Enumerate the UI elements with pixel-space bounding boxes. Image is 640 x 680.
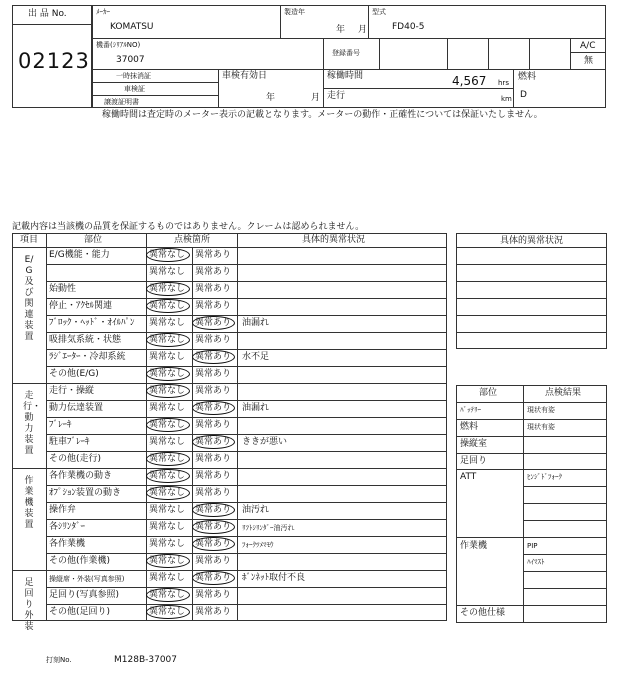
group-rule — [12, 468, 447, 469]
row-part: その他(走行) — [49, 454, 102, 464]
row-detail: 水不足 — [242, 352, 270, 362]
normal-option: 異常なし — [149, 573, 186, 583]
table-header-rule — [12, 247, 447, 248]
abnormal-circle-mark — [192, 520, 235, 534]
normal-option: 異常なし — [149, 250, 186, 260]
table-col-rule — [46, 233, 47, 621]
row-part: その他(E/G) — [49, 369, 99, 379]
month-unit: 月 — [358, 25, 368, 35]
row-part: 操縦席・外装(写真参照) — [49, 575, 125, 583]
year-label: 製造年 — [284, 8, 305, 16]
hours-value: 4,567 — [452, 74, 487, 88]
normal-option: 異常なし — [149, 437, 186, 447]
serial-value: 37007 — [116, 55, 145, 65]
vehicle-cert-label: 車検証 — [124, 85, 145, 93]
col-item-header: 項目 — [20, 235, 39, 245]
normal-circle-mark — [146, 469, 190, 483]
abnormal-option: 異常あり — [195, 335, 232, 345]
fuel-result-value: 現状有姿 — [527, 423, 555, 431]
group-label: 足回り外装 — [24, 578, 34, 632]
abnormal-circle-mark — [192, 571, 235, 585]
normal-circle-mark — [146, 299, 190, 313]
row-rule — [46, 604, 447, 605]
row-part: 吸排気系統・状態 — [49, 335, 122, 345]
row-rule — [46, 519, 447, 520]
row-part: ｵﾌﾟｼｮﾝ装置の動き — [49, 488, 122, 498]
lot-label: 出 品 No. — [28, 9, 67, 19]
col-part-header: 部位 — [84, 235, 103, 245]
normal-option: 異常なし — [149, 267, 186, 277]
col-detail-header: 具体的異常状況 — [302, 235, 366, 245]
row-rule — [46, 366, 447, 367]
abnormal-option: 異常あり — [195, 522, 232, 532]
normal-option: 異常なし — [149, 522, 186, 532]
abnormal-option: 異常あり — [195, 454, 232, 464]
abnormal-circle-mark — [192, 350, 235, 364]
row-detail: 油汚れ — [242, 505, 270, 515]
abnormal-option: 異常あり — [195, 420, 232, 430]
ac-label: A/C — [580, 41, 596, 51]
km-unit: km — [501, 95, 512, 103]
lot-number: 02123 — [18, 49, 90, 73]
temp-cert-label: 一時抹消証 — [116, 72, 151, 80]
normal-circle-mark — [146, 486, 190, 500]
reg-label: 登録番号 — [332, 49, 360, 57]
abnormal-option: 異常あり — [195, 573, 232, 583]
abnormal-option: 異常あり — [195, 267, 232, 277]
right-detail-header: 具体的異常状況 — [500, 236, 564, 246]
abnormal-option: 異常あり — [195, 539, 232, 549]
row-part: 動力伝達装置 — [49, 403, 104, 413]
hours-unit: hrs — [498, 79, 509, 87]
workmachine-value-1: PIP — [527, 542, 538, 550]
row-detail: ﾘﾌﾄｼﾘﾝﾀﾞｰ油汚れ — [242, 524, 295, 532]
row-part: 各ｼﾘﾝﾀﾞｰ — [49, 522, 86, 532]
normal-option: 異常なし — [149, 335, 186, 345]
normal-option: 異常なし — [149, 607, 186, 617]
fuel-label: 燃料 — [518, 72, 537, 82]
maker-label: ﾒｰｶｰ — [96, 8, 110, 16]
row-part: 走行・操縦 — [49, 386, 95, 396]
abnormal-option: 異常あり — [195, 437, 232, 447]
disclaimer: 記載内容は当該機の品質を保証するものではありません。クレームは認められません。 — [12, 222, 365, 232]
normal-option: 異常なし — [149, 539, 186, 549]
row-rule — [46, 502, 447, 503]
abnormal-option: 異常あり — [195, 301, 232, 311]
normal-circle-mark — [146, 248, 190, 262]
att-value: ﾋﾝｼﾞﾄﾞﾌｫｰｸ — [527, 473, 562, 481]
row-part: 始動性 — [49, 284, 77, 294]
row-part: その他(足回り) — [49, 607, 111, 617]
row-rule — [46, 400, 447, 401]
abnormal-option: 異常あり — [195, 318, 232, 328]
cab-label: 操縦室 — [460, 439, 488, 449]
row-part: 各作業機 — [49, 539, 86, 549]
battery-value: 現状有姿 — [527, 406, 555, 414]
group-rule — [12, 570, 447, 571]
hours-label: 稼働時間 — [327, 71, 364, 81]
normal-option: 異常なし — [149, 471, 186, 481]
row-part: ﾌﾞﾚｰｷ — [49, 420, 72, 430]
abnormal-option: 異常あり — [195, 250, 232, 260]
normal-option: 異常なし — [149, 454, 186, 464]
group-label: E/G及び関連装置 — [24, 255, 34, 342]
mileage-label: 走行 — [327, 91, 346, 101]
ac-value: 無 — [584, 56, 594, 66]
normal-circle-mark — [146, 452, 190, 466]
row-rule — [46, 553, 447, 554]
workmachine-value-2: ﾊｲﾏｽﾄ — [527, 558, 545, 566]
abnormal-option: 異常あり — [195, 352, 232, 362]
abnormal-option: 異常あり — [195, 505, 232, 515]
serial-label: 機番(ｼﾘｱﾙNO) — [96, 41, 141, 49]
fuel-value: D — [520, 90, 527, 100]
normal-circle-mark — [146, 333, 190, 347]
normal-option: 異常なし — [149, 488, 186, 498]
row-detail: 油漏れ — [242, 403, 270, 413]
row-rule — [46, 281, 447, 282]
att-label: ATT — [460, 472, 477, 482]
normal-option: 異常なし — [149, 284, 186, 294]
abnormal-circle-mark — [192, 503, 235, 517]
model-value: FD40-5 — [392, 22, 425, 32]
abnormal-option: 異常あり — [195, 488, 232, 498]
abnormal-option: 異常あり — [195, 386, 232, 396]
abnormal-option: 異常あり — [195, 284, 232, 294]
row-part: ﾌﾞﾛｯｸ・ﾍｯﾄﾞ・ｵｲﾙﾊﾟﾝ — [49, 318, 135, 328]
normal-option: 異常なし — [149, 352, 186, 362]
workmachine-label: 作業機 — [460, 541, 488, 551]
normal-circle-mark — [146, 282, 190, 296]
row-rule — [46, 417, 447, 418]
row-rule — [46, 434, 447, 435]
normal-circle-mark — [146, 418, 190, 432]
fuel-result-label: 燃料 — [460, 422, 479, 432]
insp-year-unit: 年 — [266, 93, 276, 103]
abnormal-option: 異常あり — [195, 556, 232, 566]
insp-month-unit: 月 — [311, 93, 321, 103]
normal-option: 異常なし — [149, 318, 186, 328]
normal-circle-mark — [146, 384, 190, 398]
row-detail: 油漏れ — [242, 318, 270, 328]
inspection-label: 車検有効日 — [222, 71, 268, 81]
other-spec-label: その他仕様 — [460, 608, 506, 618]
year-unit: 年 — [336, 25, 346, 35]
normal-circle-mark — [146, 554, 190, 568]
row-detail: ききが悪い — [242, 437, 288, 447]
stamp-label: 打刻No. — [46, 656, 72, 664]
abnormal-option: 異常あり — [195, 471, 232, 481]
normal-option: 異常なし — [149, 403, 186, 413]
abnormal-circle-mark — [192, 537, 235, 551]
row-rule — [46, 451, 447, 452]
normal-option: 異常なし — [149, 301, 186, 311]
group-rule — [12, 383, 447, 384]
row-part: E/G機能・能力 — [49, 250, 110, 260]
row-detail: ﾌｫｰｸﾂﾒﾏﾓｳ — [242, 541, 274, 549]
abnormal-option: 異常あり — [195, 607, 232, 617]
battery-label: ﾊﾞｯﾃﾘｰ — [460, 406, 481, 414]
normal-circle-mark — [146, 367, 190, 381]
row-part: 駐車ﾌﾞﾚｰｷ — [49, 437, 90, 447]
hours-note: 稼働時間は査定時のメーター表示の記載となります。メーターの動作・正確性については保証いたしません。 — [102, 110, 543, 120]
abnormal-circle-mark — [192, 435, 235, 449]
abnormal-option: 異常あり — [195, 403, 232, 413]
row-part: 足回り(写真参照) — [49, 590, 120, 600]
normal-option: 異常なし — [149, 505, 186, 515]
row-detail: ﾎﾞﾝﾈｯﾄ取付不良 — [242, 573, 306, 583]
row-rule — [46, 349, 447, 350]
maker-value: KOMATSU — [110, 22, 154, 32]
row-part: 各作業機の動き — [49, 471, 113, 481]
abnormal-circle-mark — [192, 401, 235, 415]
row-part: 停止・ｱｸｾﾙ関連 — [49, 301, 113, 311]
group-label: 走行・動力装置 — [23, 391, 42, 456]
normal-circle-mark — [146, 605, 190, 619]
abnormal-option: 異常あり — [195, 369, 232, 379]
results-col-part: 部位 — [479, 388, 498, 398]
results-col-result: 点検結果 — [545, 388, 582, 398]
row-rule — [46, 315, 447, 316]
normal-option: 異常なし — [149, 369, 186, 379]
transfer-cert-label: 譲渡証明書 — [104, 98, 139, 106]
row-part: ﾗｼﾞｴｰﾀｰ・冷却系統 — [49, 352, 126, 362]
row-rule — [46, 298, 447, 299]
row-rule — [46, 264, 447, 265]
abnormal-circle-mark — [192, 316, 235, 330]
normal-option: 異常なし — [149, 556, 186, 566]
row-part: 操作弁 — [49, 505, 77, 515]
row-rule — [46, 587, 447, 588]
model-label: 型式 — [372, 8, 386, 16]
row-rule — [46, 536, 447, 537]
row-rule — [46, 485, 447, 486]
normal-option: 異常なし — [149, 590, 186, 600]
col-check-header: 点検箇所 — [174, 235, 211, 245]
normal-option: 異常なし — [149, 420, 186, 430]
normal-circle-mark — [146, 588, 190, 602]
row-part: その他(作業機) — [49, 556, 111, 566]
undercarriage-label: 足回り — [460, 456, 488, 466]
table-col-rule — [237, 233, 238, 621]
group-label: 作業機装置 — [24, 476, 34, 530]
row-rule — [46, 332, 447, 333]
abnormal-option: 異常あり — [195, 590, 232, 600]
stamp-value: M128B-37007 — [114, 655, 177, 665]
normal-option: 異常なし — [149, 386, 186, 396]
